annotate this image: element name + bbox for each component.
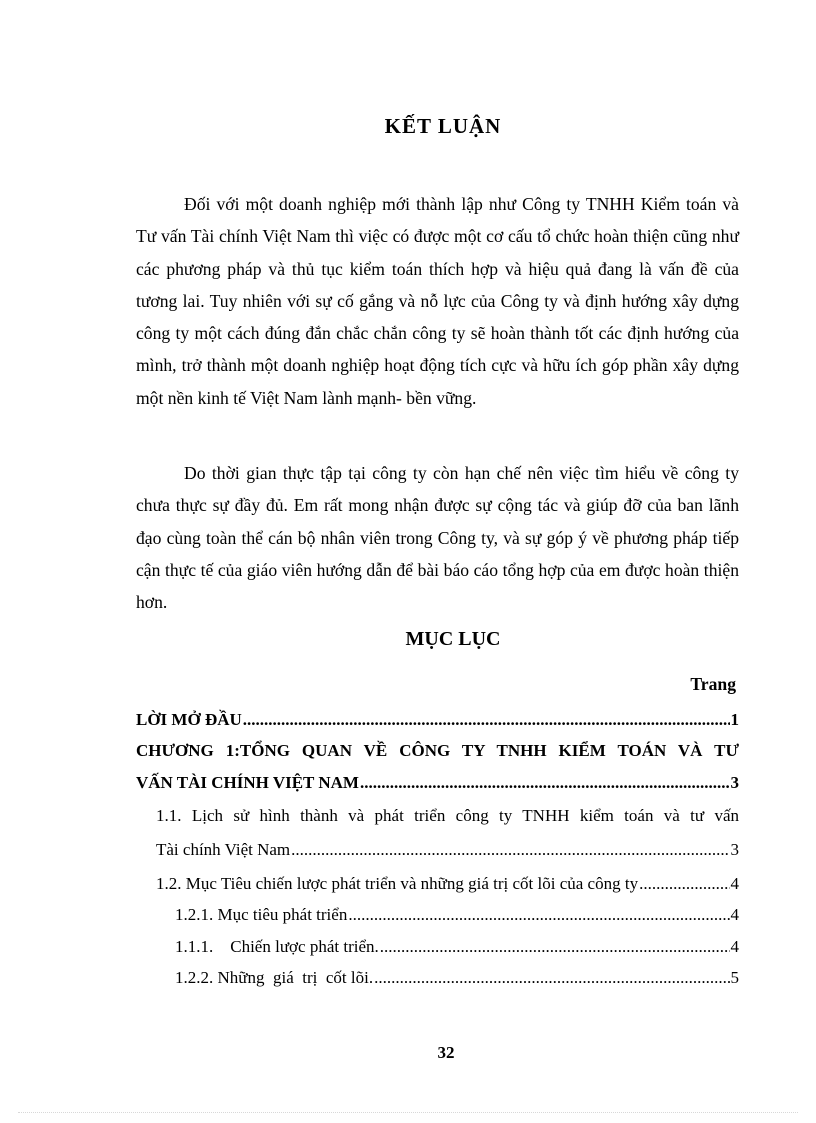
toc-entry-page: 4: [730, 905, 739, 924]
toc-entry-1-2-1[interactable]: [175, 905, 739, 925]
toc-dot-leader: [291, 840, 729, 860]
conclusion-paragraph-2-text: Do thời gian thực tập tại công ty còn hạn chế nên việc tìm hiểu về công ty chưa thực sự đầy đủ. Em rất mong nhận được sự cộng tác và giúp đỡ của ban lãnh đạo cùng toàn thể cán bộ nhân viên trong Công ty, và sự góp ý về phương pháp tiếp cận thực tế của giáo viên hướng dẫn để bài báo cáo tổng hợp của em được hoàn thiện hơn.: [136, 463, 739, 613]
toc-entry-1-1-line2[interactable]: [156, 840, 739, 860]
toc-entry-page: 3: [730, 773, 739, 792]
conclusion-paragraph-2: [136, 457, 739, 618]
toc-entry-text: LỜI MỞ ĐẦU: [136, 710, 242, 729]
toc-entry-page: 4: [730, 937, 739, 956]
toc-entry-page: 5: [730, 968, 739, 987]
page-number: 32: [437, 1043, 455, 1062]
page-bottom-divider: [18, 1112, 798, 1113]
toc-page-column-label: Trang: [690, 674, 736, 694]
toc-entry-page: 1: [730, 710, 739, 729]
toc-entry-text: VẤN TÀI CHÍNH VIỆT NAM: [136, 773, 359, 792]
conclusion-title: KẾT LUẬN: [384, 114, 502, 138]
toc-dot-leader: [348, 905, 729, 925]
toc-entry-intro[interactable]: [136, 710, 739, 730]
toc-entry-chapter1-line1[interactable]: CHƯƠNG 1:TỔNG QUAN VỀ CÔNG TY TNHH KIỂM TOÁN VÀ TƯ: [136, 741, 739, 760]
toc-dot-leader: [380, 937, 730, 957]
toc-dot-leader: [374, 968, 729, 988]
toc-entry-text: 1.2. Mục Tiêu chiến lược phát triển và những giá trị cốt lõi của công ty: [156, 874, 639, 893]
toc-entry-text: 1.2.2. Những giá trị cốt lõi.: [175, 968, 374, 987]
toc-entry-page: 4: [730, 874, 739, 893]
toc-entry-1-2-2[interactable]: [175, 968, 739, 988]
toc-dot-leader: [639, 874, 729, 894]
conclusion-paragraph-1: [136, 188, 739, 414]
toc-entry-page: 3: [730, 840, 739, 859]
toc-dot-leader: [243, 710, 730, 730]
toc-entry-1-2[interactable]: [156, 874, 739, 894]
toc-entry-1-1-1[interactable]: [175, 937, 739, 957]
toc-entry-text: Tài chính Việt Nam: [156, 840, 291, 859]
toc-entry-1-1-line1[interactable]: 1.1. Lịch sử hình thành và phát triển công ty TNHH kiểm toán và tư vấn: [156, 806, 739, 825]
toc-entry-chapter1-line2[interactable]: [136, 773, 739, 793]
toc-dot-leader: [360, 773, 730, 793]
toc-title: MỤC LỤC: [405, 628, 501, 650]
toc-entry-text: 1.2.1. Mục tiêu phát triển: [175, 905, 348, 924]
conclusion-paragraph-1-text: Đối với một doanh nghiệp mới thành lập như Công ty TNHH Kiểm toán và Tư vấn Tài chính Việt Nam thì việc có được một cơ cấu tổ chức hoàn thiện cũng như các phương pháp và thủ tục kiểm toán thích hợp và hiệu quả đang là vấn đề của tương lai. Tuy nhiên với sự cố gắng và nỗ lực của Công ty và định hướng xây dựng công ty một cách đúng đắn chắc chắn công ty sẽ hoàn thành tốt các định hướng của mình, trở thành một doanh nghiệp hoạt động tích cực và hữu ích góp phần xây dựng một nền kinh tế Việt Nam lành mạnh- bền vững.: [136, 194, 739, 408]
toc-entry-text: 1.1.1. Chiến lược phát triển.: [175, 937, 379, 956]
